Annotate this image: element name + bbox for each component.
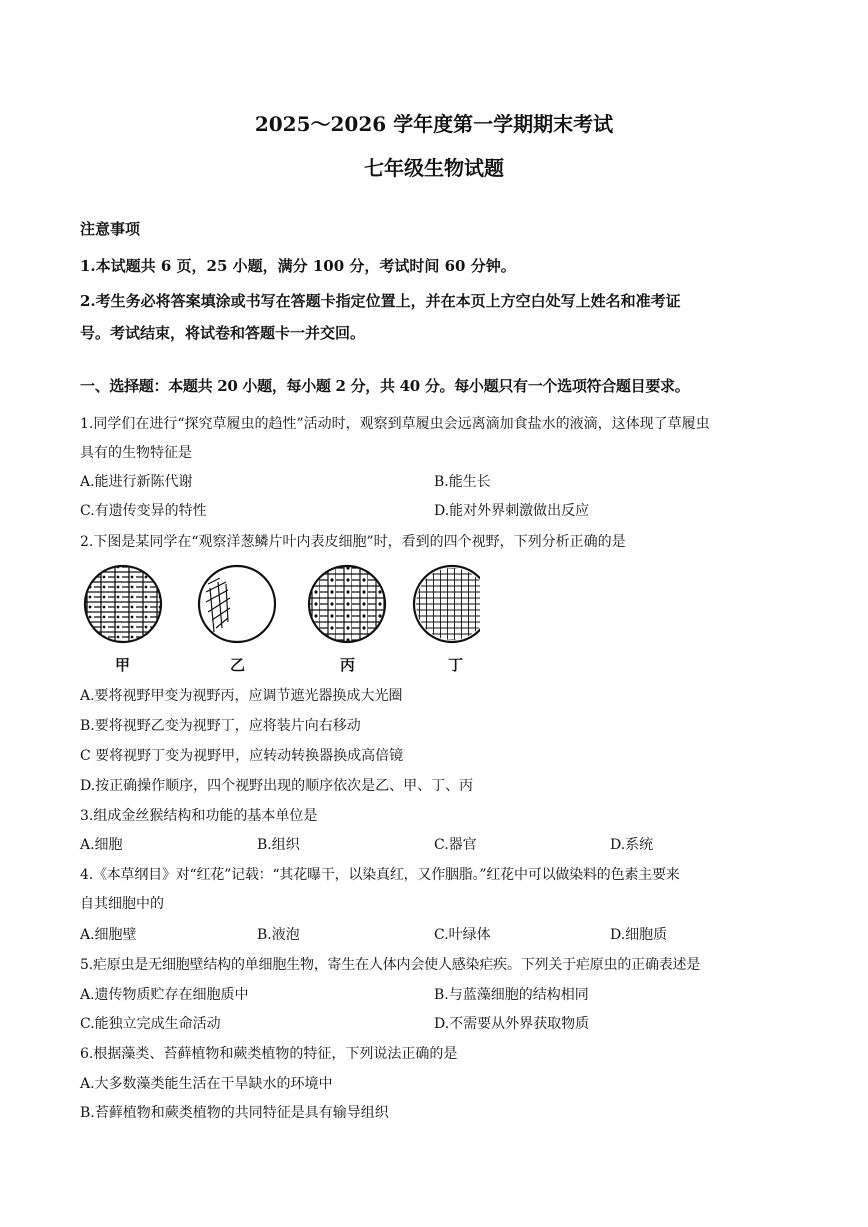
q1-option-c: C.有遗传变异的特性 <box>80 503 207 519</box>
q6-stem: 6.根据藻类、苔藓植物和蕨类植物的特征，下列说法正确的是 <box>80 1046 458 1062</box>
q1-stem-cont: 具有的生物特征是 <box>80 445 192 461</box>
q5-option-d: D.不需要从外界获取物质 <box>434 1016 590 1032</box>
q5-option-b: B.与蓝藻细胞的结构相同 <box>434 987 589 1003</box>
q4-option-d: D.细胞质 <box>610 927 668 943</box>
q4-stem-cont: 自其细胞中的 <box>80 896 164 912</box>
section-heading: 一、选择题：本题共 20 小题，每小题 2 分，共 40 分。每小题只有一个选项符合题目要求。 <box>80 377 690 395</box>
q4-option-c: C.叶绿体 <box>434 927 491 943</box>
q3-option-c: C.器官 <box>434 837 477 853</box>
q6-option-b: B.苔藓植物和蕨类植物的共同特征是具有输导组织 <box>80 1105 389 1121</box>
field-jia <box>85 566 161 642</box>
field-bing <box>309 566 385 642</box>
q3-option-a: A.细胞 <box>80 837 123 853</box>
exam-subtitle: 七年级生物试题 <box>364 156 504 180</box>
figure-label-bing: 丙 <box>340 656 356 674</box>
figure-label-jia: 甲 <box>115 656 131 674</box>
figure-label-yi: 乙 <box>230 656 246 674</box>
microscope-fields-figure <box>80 562 480 674</box>
q4-stem: 4.《本草纲目》对“红花”记载：“其花曝干，以染真红，又作胭脂。”红花中可以做染料的色素主要来 <box>80 867 680 883</box>
figure-label-ding: 丁 <box>448 656 464 674</box>
q5-option-c: C.能独立完成生命活动 <box>80 1016 221 1032</box>
q2-option-d: D.按正确操作顺序，四个视野出现的顺序依次是乙、甲、丁、丙 <box>80 778 474 794</box>
q3-stem: 3.组成金丝猴结构和功能的基本单位是 <box>80 808 318 824</box>
notice-heading: 注意事项 <box>80 220 141 238</box>
q1-stem: 1.同学们在进行“探究草履虫的趋性”活动时，观察到草履虫会远离滴加食盐水的液滴，这体现了草履虫 <box>80 416 710 432</box>
q4-option-b: B.液泡 <box>257 927 300 943</box>
q2-option-a: A.要将视野甲变为视野丙，应调节遮光器换成大光圈 <box>80 688 403 704</box>
exam-title: 2025～2026 学年度第一学期期末考试 <box>254 112 614 136</box>
q5-option-a: A.遗传物质贮存在细胞质中 <box>80 987 249 1003</box>
field-yi <box>199 566 275 642</box>
q3-option-d: D.系统 <box>610 837 654 853</box>
q6-option-a: A.大多数藻类能生活在干旱缺水的环境中 <box>80 1076 333 1092</box>
q2-stem: 2.下图是某同学在“观察洋葱鳞片叶内表皮细胞”时，看到的四个视野，下列分析正确的是 <box>80 534 626 550</box>
q5-stem: 5.疟原虫是无细胞壁结构的单细胞生物，寄生在人体内会使人感染疟疾。下列关于疟原虫的正确表述是 <box>80 957 701 973</box>
notice-item-2-cont: 号。考试结束，将试卷和答题卡一并交回。 <box>80 324 366 342</box>
q2-option-b: B.要将视野乙变为视野丁，应将装片向右移动 <box>80 718 361 734</box>
q2-option-c: C 要将视野丁变为视野甲，应转动转换器换成高倍镜 <box>80 748 404 764</box>
notice-item-1: 1.本试题共 6 页，25 小题，满分 100 分，考试时间 60 分钟。 <box>80 257 516 275</box>
field-ding <box>414 566 480 642</box>
q1-option-d: D.能对外界刺激做出反应 <box>434 503 590 519</box>
q3-option-b: B.组织 <box>257 837 300 853</box>
notice-item-2: 2.考生务必将答案填涂或书写在答题卡指定位置上，并在本页上方空白处写上姓名和准考证 <box>80 292 681 310</box>
q1-option-a: A.能进行新陈代谢 <box>80 474 193 490</box>
q4-option-a: A.细胞壁 <box>80 927 137 943</box>
q1-option-b: B.能生长 <box>434 474 491 490</box>
